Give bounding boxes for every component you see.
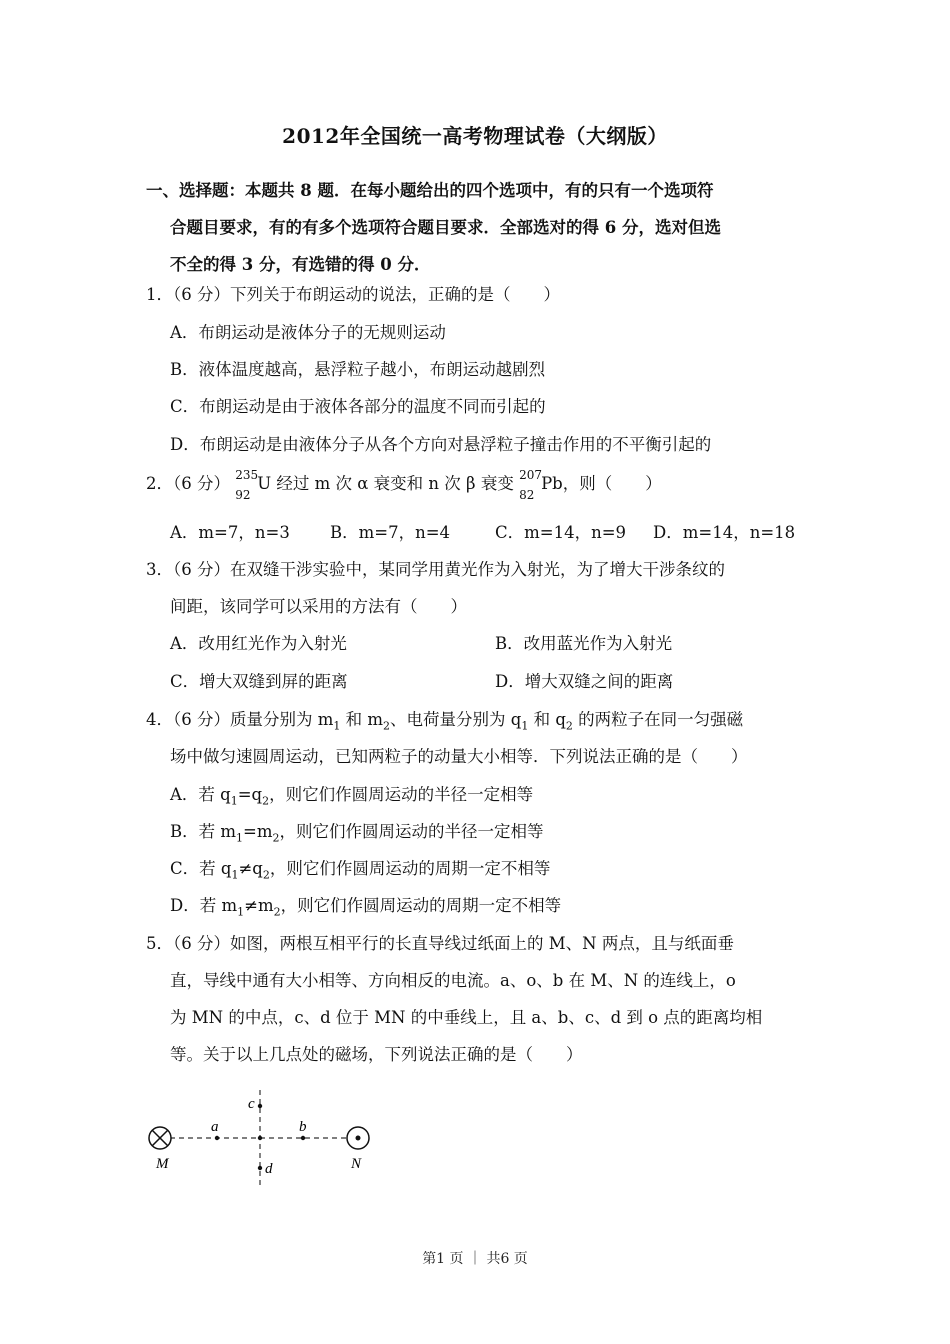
point-d-dot [258, 1166, 262, 1170]
point-b-dot [301, 1136, 305, 1140]
label-n: N [351, 1156, 362, 1172]
subscript: 2 [273, 905, 281, 919]
point-c-dot [258, 1104, 262, 1108]
section-line-2: 合题目要求，有的有多个选项符合题目要求．全部选对的得 6 分，选对但选 [170, 218, 721, 237]
label-d: d [265, 1161, 273, 1177]
q4-stem-part: 和 q [528, 710, 566, 729]
subscript: 2 [262, 868, 270, 882]
wire-n-out-of-page-icon [347, 1127, 369, 1149]
option-text: C．若 q [170, 859, 232, 878]
lead-mass-number: 207 [519, 467, 542, 482]
option-text: ，则它们作圆周运动的周期一定不相等 [269, 859, 551, 878]
q3-option-a: A．改用红光作为入射光 [170, 634, 347, 653]
subscript: 2 [383, 719, 391, 733]
label-m: M [156, 1156, 169, 1172]
q1-stem: 1．（6 分）下列关于布朗运动的说法，正确的是（ ） [146, 285, 560, 304]
option-text: ≠q [238, 859, 263, 878]
option-text: A．若 q [170, 785, 231, 804]
q2-suffix: Pb，则（ ） [541, 474, 662, 493]
subscript: 1 [231, 868, 239, 882]
q1-option-a: A．布朗运动是液体分子的无规则运动 [170, 323, 446, 342]
q3-option-c: C．增大双缝到屏的距离 [170, 672, 348, 691]
q2-option-c: C．m=14，n=9 [495, 523, 627, 542]
subscript: 1 [236, 831, 244, 845]
uranium-atomic-number: 92 [235, 487, 251, 502]
q4-stem [146, 709, 743, 737]
label-c: c [248, 1096, 255, 1112]
option-text: ，则它们作圆周运动的半径一定相等 [279, 822, 544, 841]
option-text: D．若 m [170, 896, 238, 915]
q4-stem-part: 4．（6 分）质量分别为 m [146, 710, 334, 729]
q5-line-1: 5．（6 分）如图，两根互相平行的长直导线过纸面上的 M、N 两点，且与纸面垂 [146, 934, 734, 953]
q3-option-d: D．增大双缝之间的距离 [495, 672, 674, 691]
q5-line-3: 为 MN 的中点，c、d 位于 MN 的中垂线上，且 a、b、c、d 到 o 点的距离均相 [170, 1008, 763, 1027]
q4-option-b [170, 821, 544, 849]
lead-nuclide [519, 467, 542, 502]
q2-option-d: D．m=14，n=18 [653, 523, 796, 542]
page-footer: 第1 页 ｜ 共6 页 [422, 1251, 528, 1267]
section-line-1: 一、选择题：本题共 8 题．在每小题给出的四个选项中，有的只有一个选项符 [146, 181, 714, 200]
option-text: ≠m [244, 896, 274, 915]
wire-m-into-page-icon [149, 1127, 171, 1149]
q5-line-2: 直，导线中通有大小相等、方向相反的电流。a、o、b 在 M、N 的连线上，o [170, 971, 736, 990]
q4-stem-part: 、电荷量分别为 q [390, 710, 522, 729]
subscript: 1 [521, 719, 529, 733]
uranium-nuclide [235, 467, 259, 502]
q3-option-b: B．改用蓝光作为入射光 [495, 634, 673, 653]
option-text: =m [243, 822, 273, 841]
q1-option-b: B．液体温度越高，悬浮粒子越小，布朗运动越剧烈 [170, 360, 546, 379]
q4-stem-cont: 场中做匀速圆周运动，已知两粒子的动量大小相等．下列说法正确的是（ ） [170, 747, 748, 766]
q3-stem: 3．（6 分）在双缝干涉实验中，某同学用黄光作为入射光，为了增大干涉条纹的 [146, 560, 725, 579]
q4-option-c [170, 858, 550, 886]
section-line-3: 不全的得 3 分，有选错的得 0 分． [170, 255, 431, 274]
subscript: 1 [230, 794, 238, 808]
lead-atomic-number: 82 [519, 487, 535, 502]
q1-option-d: D．布朗运动是由液体分子从各个方向对悬浮粒子撞击作用的不平衡引起的 [170, 435, 712, 454]
option-text: =q [237, 785, 263, 804]
q2-option-a: A．m=7，n=3 [170, 523, 290, 542]
q2-option-b: B．m=7，n=4 [330, 523, 451, 542]
q2-middle: U 经过 m 次 α 衰变和 n 次 β 衰变 [257, 474, 514, 493]
subscript: 1 [237, 905, 245, 919]
option-text: ，则它们作圆周运动的半径一定相等 [269, 785, 534, 804]
subscript: 2 [272, 831, 280, 845]
option-text: B．若 m [170, 822, 237, 841]
label-a: a [211, 1119, 219, 1135]
subscript: 2 [565, 719, 573, 733]
magnetic-field-figure [140, 1088, 390, 1198]
point-a-dot [215, 1136, 219, 1140]
q1-option-c: C．布朗运动是由于液体各部分的温度不同而引起的 [170, 397, 546, 416]
q4-stem-part: 和 m [340, 710, 384, 729]
q4-option-d [170, 895, 561, 923]
q5-line-4: 等。关于以上几点处的磁场，下列说法正确的是（ ） [170, 1045, 583, 1064]
point-o-dot [258, 1136, 262, 1140]
section-instructions [146, 172, 806, 283]
option-text: ，则它们作圆周运动的周期一定不相等 [280, 896, 562, 915]
subscript: 2 [262, 794, 270, 808]
q4-stem-part: 的两粒子在同一匀强磁 [572, 710, 744, 729]
label-b: b [299, 1119, 307, 1135]
subscript: 1 [333, 719, 341, 733]
q3-stem-cont: 间距，该同学可以采用的方法有（ ） [170, 597, 467, 616]
uranium-mass-number: 235 [235, 467, 259, 482]
page-title: 2012年全国统一高考物理试卷（大纲版） [282, 124, 668, 148]
q4-option-a [170, 784, 533, 812]
q2-stem [146, 467, 662, 502]
q2-prefix: 2．（6 分） [146, 474, 230, 493]
